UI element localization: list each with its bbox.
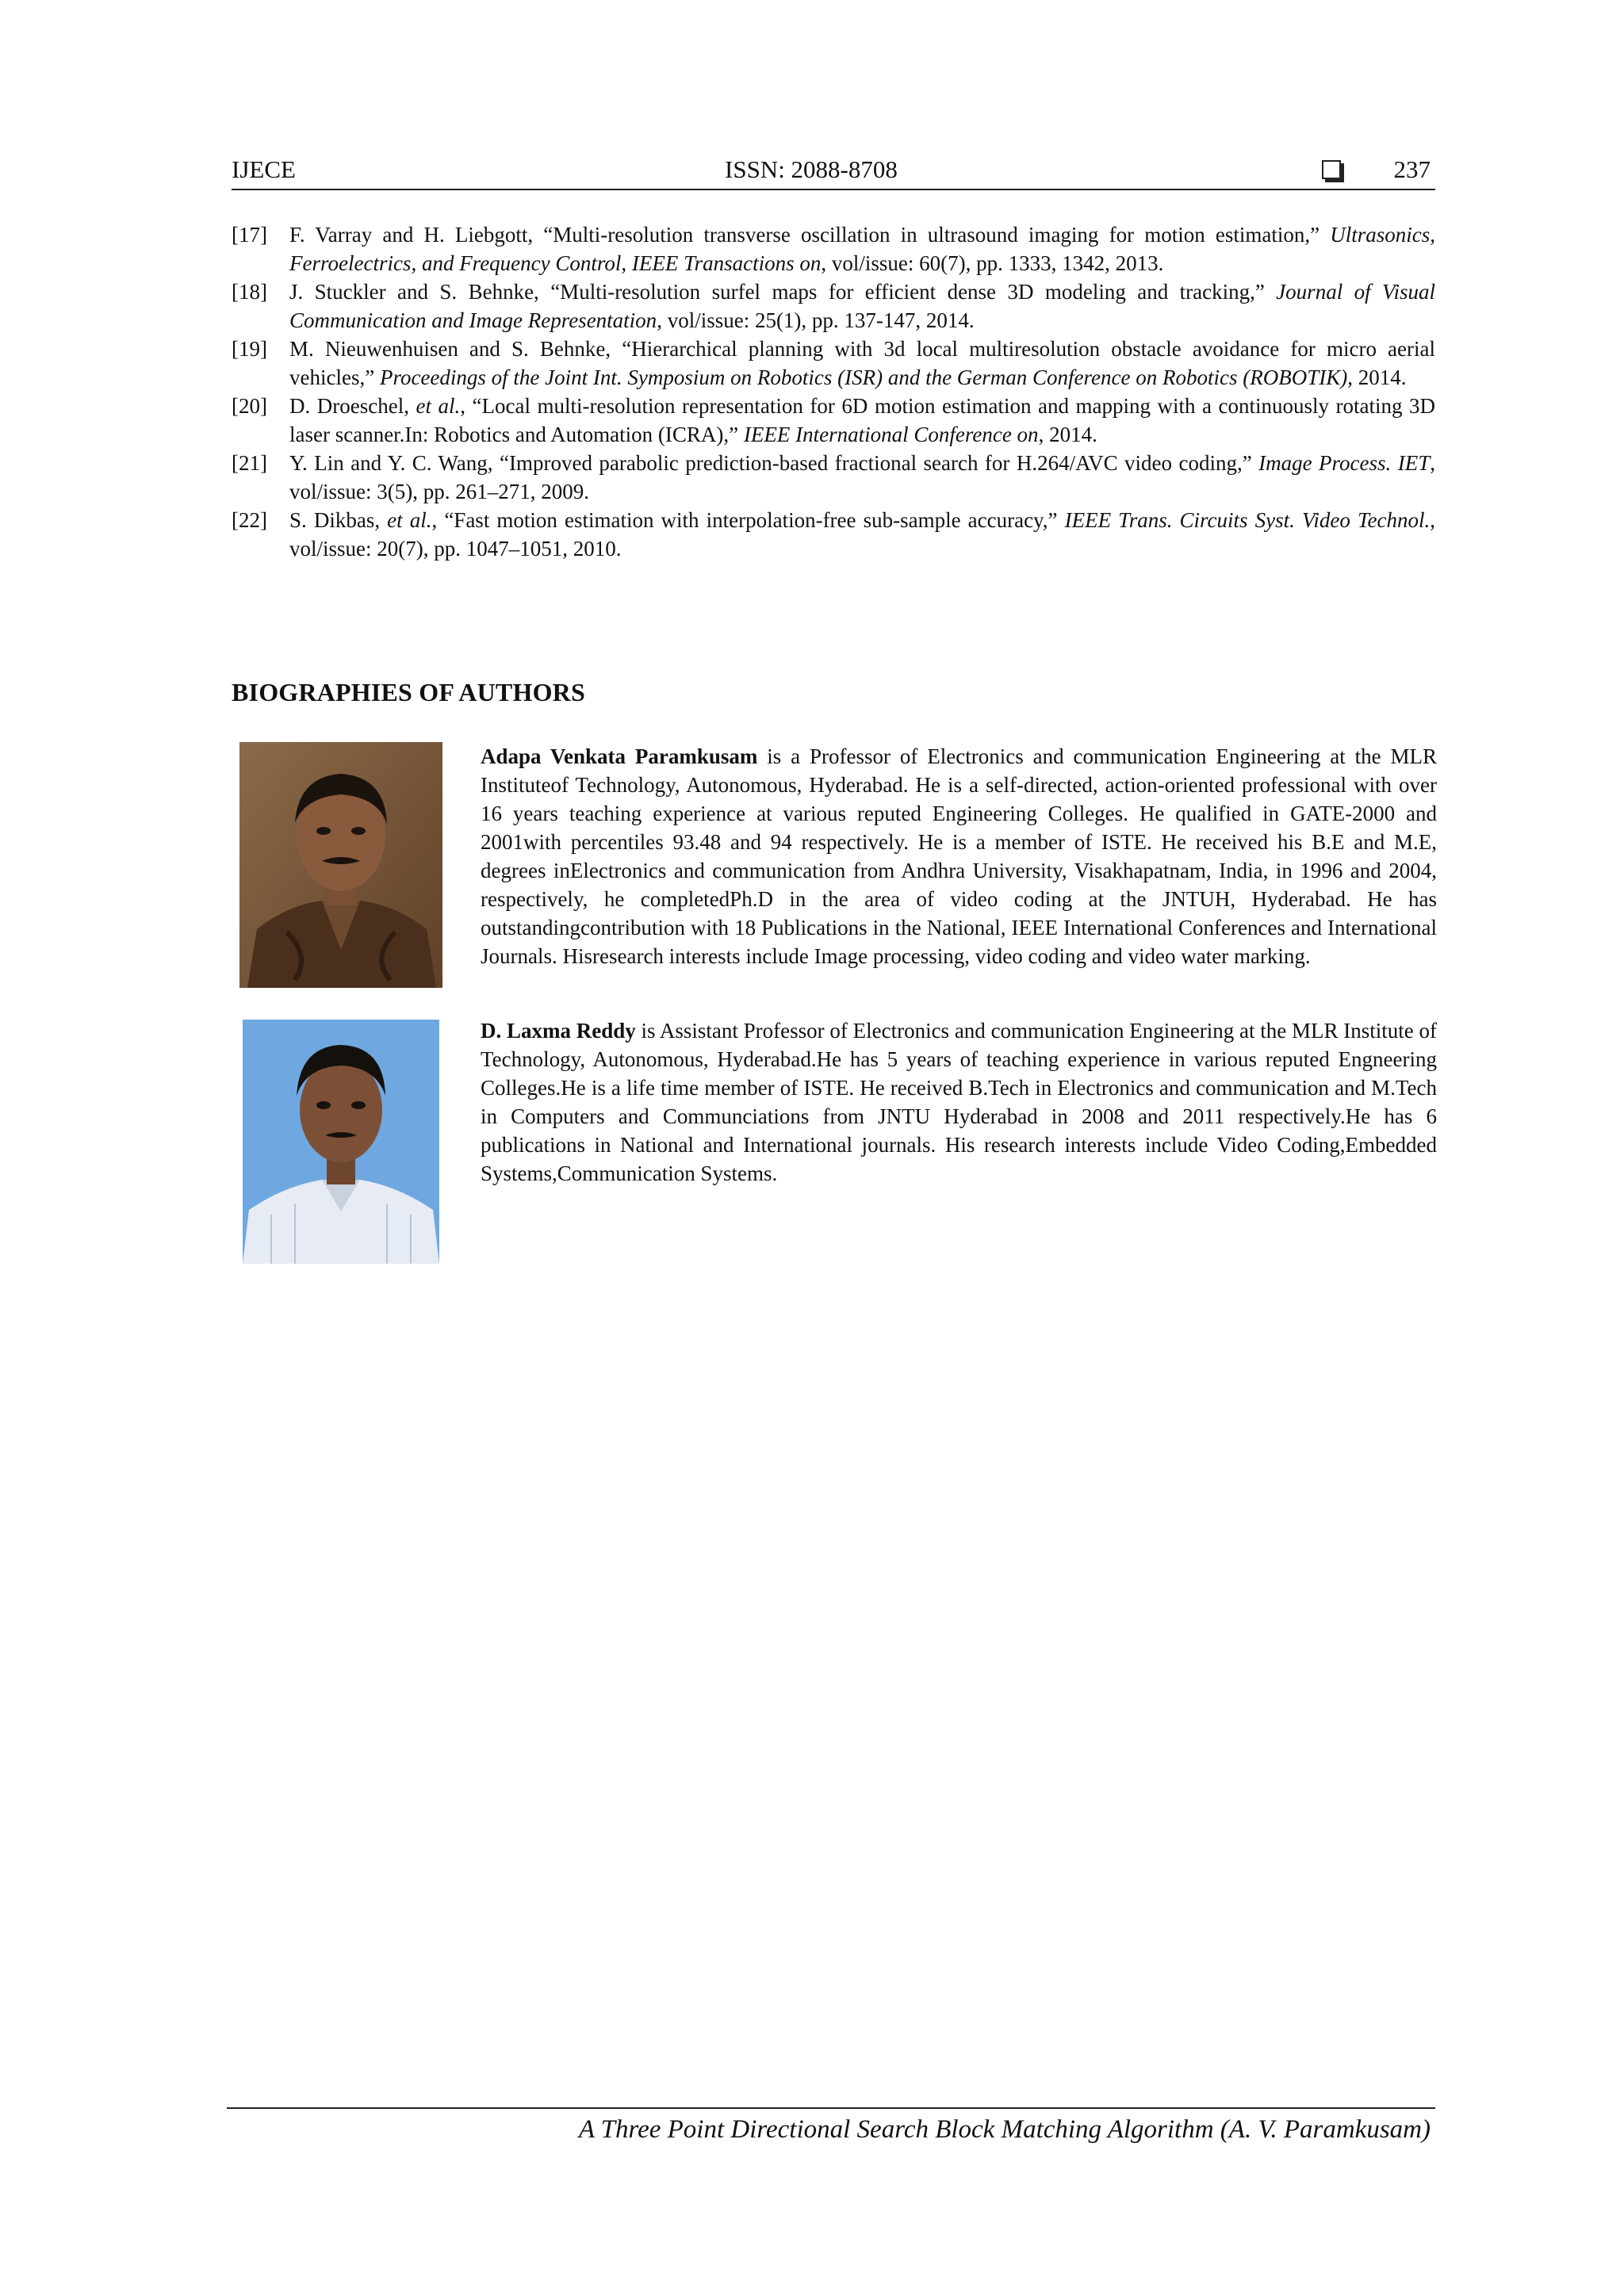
reference-item [232, 335, 1435, 392]
reference-text: , “Fast motion estimation with interpolation-free sub-sample accuracy,” [431, 508, 1065, 532]
author-bio-text-2 [481, 1016, 1437, 1188]
portrait-image [239, 742, 442, 988]
author-name: D. Laxma Reddy [481, 1019, 636, 1043]
reference-number: [20] [232, 394, 267, 418]
page-number: 237 [1393, 155, 1431, 183]
reference-text: F. Varray and H. Liebgott, “Multi-resolution transverse oscillation in ultrasound imaging for motion estimation,” [289, 223, 1331, 247]
author-photo-2 [239, 1016, 442, 1267]
reference-details: , vol/issue: 20(7), pp. 1047–1051, 2010. [289, 508, 1435, 561]
author-bio-2 [232, 1016, 1438, 1270]
reference-venue: Image Process. IET [1258, 451, 1431, 475]
author-bio-1 [232, 742, 1435, 993]
journal-name: IJECE [232, 155, 296, 183]
reference-number: [19] [232, 337, 267, 361]
reference-text: M. Nieuwenhuisen and S. Behnke, “Hierarchical planning with 3d local multiresolution obstacle avoidance for micro aerial vehicles,” [289, 337, 1435, 389]
running-footer [227, 2107, 1435, 2144]
reference-venue: Journal of Visual Communication and Image Representation [289, 280, 1435, 332]
reference-details: , vol/issue: 60(7), pp. 1333, 1342, 2013. [821, 251, 1164, 275]
reference-details: , vol/issue: 3(5), pp. 261–271, 2009. [289, 451, 1435, 503]
reference-et-al: et al. [387, 508, 432, 532]
reference-number: [18] [232, 280, 267, 304]
reference-details: , 2014. [1347, 365, 1407, 389]
reference-venue: IEEE Trans. Circuits Syst. Video Technol. [1064, 508, 1431, 532]
portrait-image [239, 1016, 442, 1267]
reference-details: , 2014. [1038, 423, 1097, 446]
reference-text: J. Stuckler and S. Behnke, “Multi-resolution surfel maps for efficient dense 3D modeling and tracking,” [289, 280, 1277, 304]
reference-text: , “Local multi-resolution representation for 6D motion estimation and mapping with a continuously rotating 3D laser scanner.In: Robotics and Automation (ICRA),” [289, 394, 1435, 446]
biographies-heading: BIOGRAPHIES OF AUTHORS [232, 678, 585, 706]
reference-number: [17] [232, 223, 267, 247]
running-header [232, 152, 1435, 190]
author-name: Adapa Venkata Paramkusam [481, 744, 758, 768]
reference-item [232, 449, 1435, 506]
reference-item [232, 277, 1435, 335]
reference-item [232, 392, 1435, 449]
reference-number: [21] [232, 451, 267, 475]
author-description: is Assistant Professor of Electronics and communication Engineering at the MLR Institute of Technology, Autonomous, Hyderabad.He has 5 years of teaching experience in various reputed Engneering Colleges.He is a life time member of ISTE. He received B.Tech in Electronics and communication and M.Tech in Computers and Communciations from JNTU Hyderabad in 2008 and 2011 respectively.He has 6 publications in National and International journals. His research interests include Video Coding,Embedded Systems,Communication Systems. [481, 1019, 1438, 1185]
reference-venue: Ultrasonics, Ferroelectrics, and Frequency Control, IEEE Transactions on [289, 223, 1435, 275]
reference-venue: Proceedings of the Joint Int. Symposium on Robotics (ISR) and the German Conference on Robotics (ROBOTIK) [379, 365, 1348, 389]
author-bio-text-1 [481, 742, 1437, 970]
reference-authors: S. Dikbas, [289, 508, 388, 532]
reference-text: Y. Lin and Y. C. Wang, “Improved parabolic prediction-based fractional search for H.264/AVC video coding,” [289, 451, 1259, 475]
reference-venue: IEEE International Conference on [743, 423, 1039, 446]
issn: ISSN: 2088-8708 [725, 155, 898, 183]
footer-paper-title: A Three Point Directional Search Block Matching Algorithm (A. V. Paramkusam) [578, 2115, 1431, 2144]
reference-item [232, 506, 1435, 563]
reference-details: , vol/issue: 25(1), pp. 137-147, 2014. [657, 308, 975, 332]
reference-list [232, 220, 1435, 563]
reference-number: [22] [232, 508, 267, 532]
shadowed-box-icon [1322, 160, 1341, 179]
reference-item [232, 220, 1435, 277]
author-description: is a Professor of Electronics and communication Engineering at the MLR Instituteof Technology, Autonomous, Hyderabad. He is a self-directed, action-oriented professional with over 16 years teaching experience at various reputed Engineering Colleges. He qualified in GATE-2000 and 2001with percentiles 93.48 and 94 respectively. He is a member of ISTE. He received his B.E and M.E, degrees inElectronics and communication from Andhra University, Visakhapatnam, India, in 1996 and 2004, respectively, he completedPh.D in the area of video coding at the JNTUH, Hyderabad. He has outstandingcontribution with 18 Publications in the National, IEEE International Conferences and International Journals. Hisresearch interests include Image processing, video coding and video water marking. [481, 744, 1437, 968]
author-photo-1 [239, 742, 442, 988]
reference-et-al: et al. [416, 394, 461, 418]
reference-authors: D. Droeschel, [289, 394, 416, 418]
